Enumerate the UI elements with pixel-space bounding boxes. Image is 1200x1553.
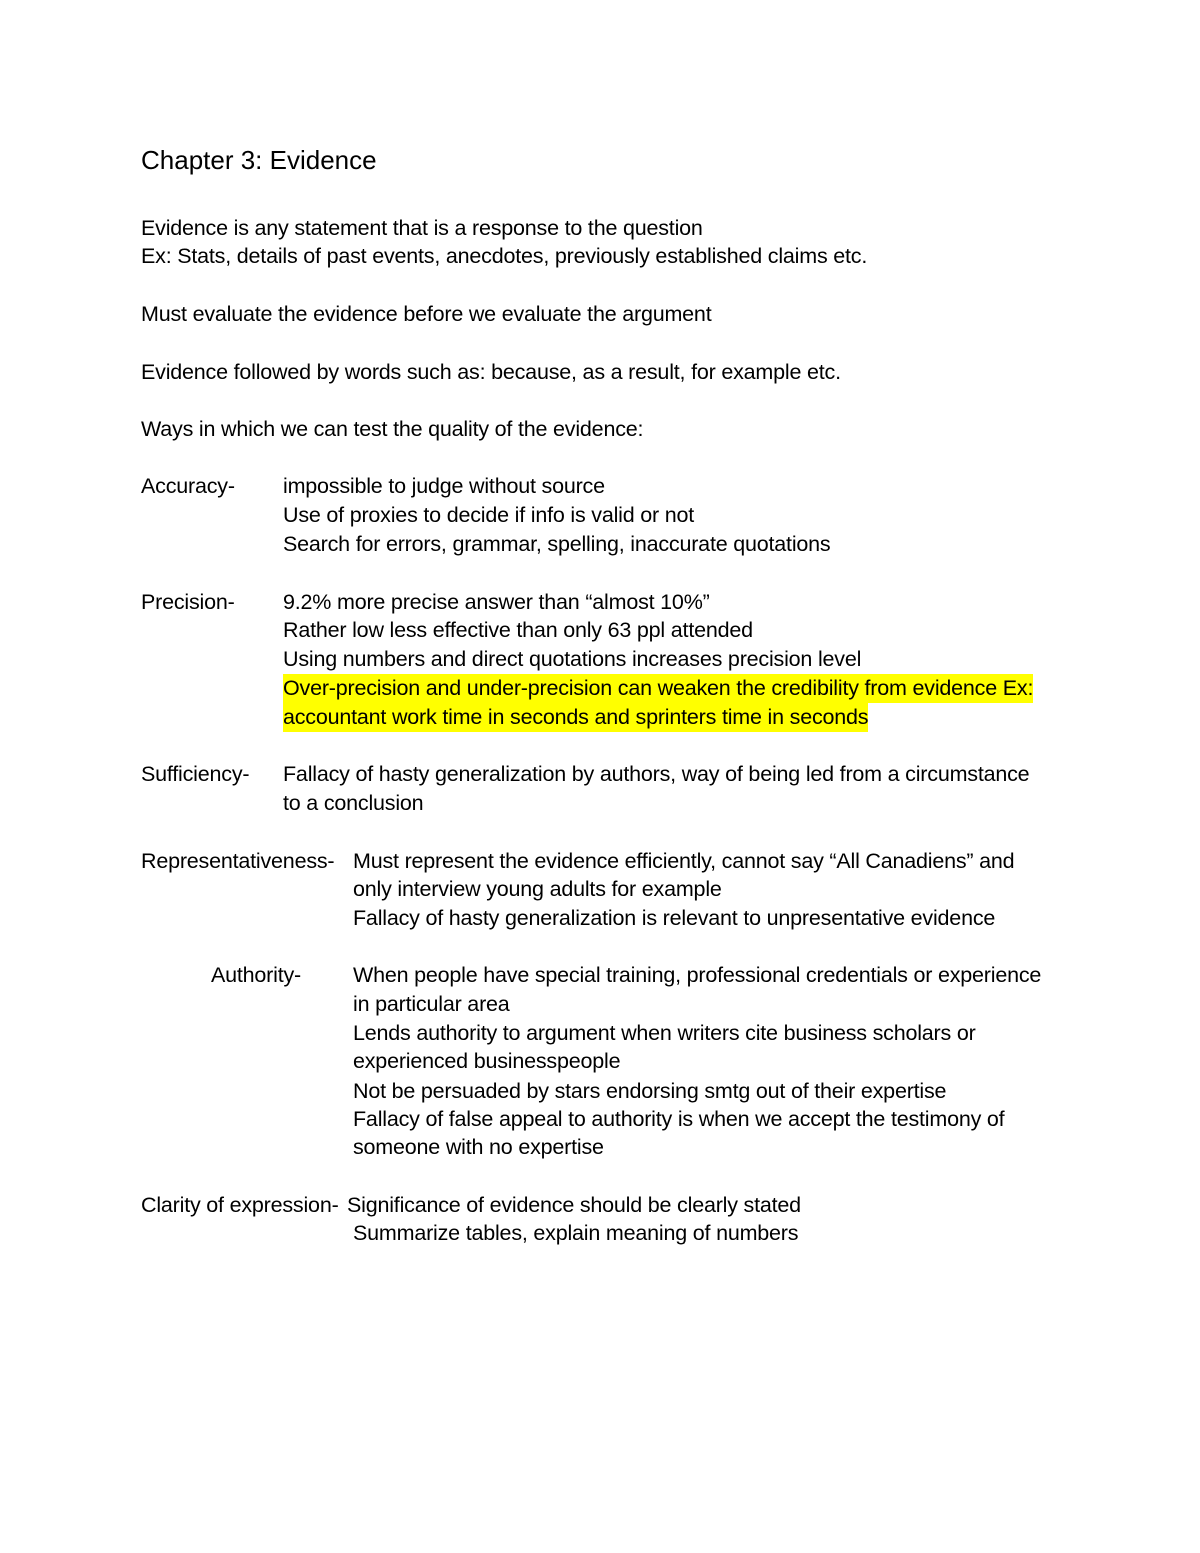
definition-line: Using numbers and direct quotations increases precision level <box>283 647 862 671</box>
intro-line: Evidence followed by words such as: because, as a result, for example etc. <box>141 360 841 384</box>
definition-line: 9.2% more precise answer than “almost 10%” <box>283 590 710 614</box>
intro-line: Ex: Stats, details of past events, anecdotes, previously established claims etc. <box>141 244 868 268</box>
intro-line: Must evaluate the evidence before we evaluate the argument <box>141 302 712 326</box>
definition-line: Must represent the evidence efficiently, cannot say “All Canadiens” and <box>353 849 1015 873</box>
highlighted-line: Over-precision and under-precision can weaken the credibility from evidence Ex: <box>283 674 1033 703</box>
definition-line: Fallacy of false appeal to authority is when we accept the testimony of <box>353 1107 1005 1131</box>
definition-line: Lends authority to argument when writers cite business scholars or <box>353 1021 976 1045</box>
term-representativeness: Representativeness- <box>141 849 335 873</box>
definition-line: Not be persuaded by stars endorsing smtg out of their expertise <box>353 1079 947 1103</box>
definition-line: someone with no expertise <box>353 1135 604 1159</box>
intro-line: Ways in which we can test the quality of the evidence: <box>141 417 644 441</box>
term-sufficiency: Sufficiency- <box>141 762 250 786</box>
definition-line: Use of proxies to decide if info is valid or not <box>283 503 695 527</box>
term-authority: Authority- <box>211 963 302 987</box>
intro-line: Evidence is any statement that is a response to the question <box>141 216 703 240</box>
definition-line: impossible to judge without source <box>283 474 605 498</box>
term-clarity-of-expression: Clarity of expression- <box>141 1193 339 1217</box>
definition-line: in particular area <box>353 992 510 1016</box>
definition-line: Fallacy of hasty generalization by authors, way of being led from a circumstance <box>283 762 1030 786</box>
definition-line: When people have special training, professional credentials or experience <box>353 963 1042 987</box>
term-accuracy: Accuracy- <box>141 474 235 498</box>
definition-line: experienced businesspeople <box>353 1049 621 1073</box>
definition-line: Rather low less effective than only 63 ppl attended <box>283 618 753 642</box>
highlighted-line: accountant work time in seconds and sprinters time in seconds <box>283 703 868 732</box>
definition-line: Fallacy of hasty generalization is relevant to unpresentative evidence <box>353 906 996 930</box>
definition-line: Search for errors, grammar, spelling, inaccurate quotations <box>283 532 831 556</box>
page-title: Chapter 3: Evidence <box>141 145 377 175</box>
term-precision: Precision- <box>141 590 235 614</box>
definition-line: only interview young adults for example <box>353 877 722 901</box>
definition-line: Significance of evidence should be clearly stated <box>347 1193 801 1217</box>
definition-line: to a conclusion <box>283 791 424 815</box>
definition-line: Summarize tables, explain meaning of numbers <box>353 1221 799 1245</box>
